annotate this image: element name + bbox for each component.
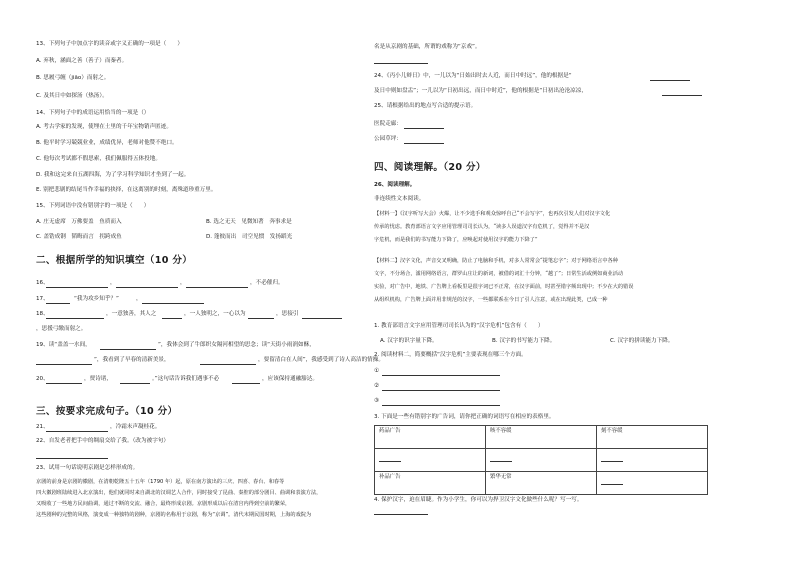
material-2-line-4: 从组织机构，广告牌上面并用非规范的汉字，一些都联系在今日了引人注意，或在出现此类，已成一种 [374,297,608,303]
q13-option-c: C. 及其日中如探汤（热汤）。 [36,93,108,99]
q18-text-3: ，思接引 [276,311,299,317]
table-cell[interactable] [597,449,708,472]
q19-text-3: ”，我看到了早春的清新美景， [94,357,170,363]
q14-option-d: D. 我和这完来自五湖四海，为了学习科学知识才坐到了一起。 [36,172,190,178]
q15-stem: 15、下列词语中没有错别字的一项是（ ） [36,203,150,209]
continued-answer-line[interactable] [374,63,428,64]
q16-text-2: ， [180,280,186,286]
q19-blank-1[interactable] [100,349,156,350]
continued-text: 名是从京剧的基础，所谓的戏称为“京戏”。 [374,44,481,50]
answer-marker-3: ③ [374,398,380,404]
reading-intro: 非连续性文本阅读。 [374,196,425,202]
answer-line-2[interactable] [382,390,500,391]
q14-stem: 14、下列句子中的成语运用恰当的一项是（） [36,110,150,116]
q20-text-2: 。”这句话告诉我们遇事不必 [152,376,220,382]
sub-question-3: 3. 下面是一些有错别字的广告词，请你把正确的词语写在相应的表格里。 [374,414,555,420]
q14-option-a: A. 考古学家的发现，使埋在土里的千年宝物销声匿迹。 [36,124,172,130]
answer-marker-2: ② [374,383,380,389]
q18-text-4: ，思援弓缴而射之。 [36,326,87,332]
q13-option-a: A. 弃秋，涵面之善（善子）而秦者。 [36,58,128,64]
q23-paragraph-line-2: 四大徽剧班陆续进入北京演出，他们就同时来自湖北的汉调艺人合作，同时接受了昆曲、秦腔的部分剧目、曲调和表演方法， [36,490,322,496]
q13-stem: 13、下列句子中加点字的读音或字义正确的一项是（ ） [36,41,183,47]
q16-text-1: ， [110,280,116,286]
q15-option-a: A. 庄无虚席 万佛要盖 鱼质而入 [36,219,122,225]
q20-blank-3[interactable] [232,383,260,384]
sub-question-4-answer-line[interactable] [374,514,428,515]
material-2-line-1: 【材料二】汉字文化，声音交叉明确，防止了电脑和手机，对多人常常会“提笔忘字”；对于网络语言中各种 [374,258,618,264]
q19-blank-3[interactable] [200,364,256,365]
q18-blank-3[interactable] [248,318,274,319]
q19-text-1: 19、读“盖盖一水间， [36,342,91,348]
q24-blank-1[interactable] [650,80,690,81]
q18-blank-2[interactable] [162,318,182,319]
q15-option-b: B. 选之无天 见微知著 奔事求是 [206,219,292,225]
left-column [36,0,396,562]
material-1-line-3: 字危机，而是我们的书写能力下降了，应唤起对使用汉字的能力下降了” [374,237,538,243]
sub-question-1-option-a: A. 汉字的识字量下降。 [380,338,438,344]
answer-line-1[interactable] [382,375,500,376]
q14-option-c: C. 他每次考试都不假思索，我们佩服得五体投地。 [36,156,161,162]
q20-blank-2[interactable] [120,383,150,384]
q17-text-2: ， [136,296,142,302]
q16-blank-3[interactable] [186,287,248,288]
q20-text-1: ，贾诗诸， [84,376,112,382]
ad-correction-table [374,425,708,495]
answer-marker-1: ① [374,368,380,374]
right-column [374,0,734,562]
q14-option-b: B. 他平时学习兢兢业业，成绩优异，老师对他赞不绝口。 [36,140,178,146]
sub-question-1-option-c: C. 汉字的拼读能力下降。 [610,338,674,344]
q20-label: 20、 [36,376,49,382]
park-answer-line[interactable] [404,143,444,144]
material-1-line-1: 【材料一】《汉字听写大会》火爆，让不少选手和观众惊呼自己“不会写字”，也再次引发人们对汉字文化 [374,211,611,217]
q24-blank-2[interactable] [662,95,702,96]
q23-paragraph-line-3: 又吸收了一些地方民间曲调，通过不断的交流、融合，最终形成京剧。京剧形成以后在清宫内得到空前的繁荣， [36,501,291,507]
table-cell[interactable] [486,449,597,472]
sub-question-1-option-b: B. 汉字的书写能力下降。 [492,338,556,344]
q17-label: 17、 [36,296,49,302]
table-cell: 刻不容缓 [597,426,708,449]
q18-text-2: ，一人独明之，一心以为 [184,311,246,317]
table-blank[interactable] [601,484,623,485]
table-row [375,449,708,472]
q15-option-d: D. 蓬彼而出 司空见惯 发扬蹈光 [206,234,293,240]
sub-question-2: 2. 阅读材料二，简要概括“汉字危机”主要表现在哪三个方面。 [374,352,527,358]
q19-text-4: ，要留清白在人间”，我感受到了诗人高洁的情操。 [258,357,384,363]
q22-text: 22、自发老者把手中的绸扇交给了我。（改为被字句） [36,438,169,444]
location-hospital: 医院走廊： [374,121,402,127]
table-cell[interactable] [375,449,486,472]
table-blank[interactable] [379,461,401,462]
table-cell: 繁华无常 [486,472,597,495]
table-cell: 咳不容缓 [486,426,597,449]
q16-blank-2[interactable] [116,287,178,288]
q24-text-1: 24、《丙小儿辩日》中，一儿以为“日始出时去人近，而日中时远”，他的根据是“ [374,73,572,79]
material-1-line-2: 传承的忧虑。教育部语言文字应用管理司司长认为，“读多人误道汉字有危机了，觉得并不是汉 [374,224,590,230]
q18-blank-1[interactable] [46,318,104,319]
q22-answer-line[interactable] [36,458,108,459]
material-2-line-2: 文字，不分场合，滥用网络语言，群罗山庄让的新词，被借的词汇十分钟，“越了”；日常生活或例如商业活动 [374,271,624,277]
q15-option-c: C. 盖锆成钢 韬晦而言 拐跨成鱼 [36,234,122,240]
q26-title: 26、阅读理解。 [374,182,416,188]
q18-label: 18、 [36,311,49,317]
q18-blank-4[interactable] [302,318,342,319]
sub-question-1: 1. 教育部语言文字应用管理司司长认为的“汉字危机”包含有（ ） [374,323,544,329]
q21-label: 21、 [36,424,49,430]
section-2-title: 二、根据所学的知识填空（10 分） [36,255,193,266]
q23-paragraph-line-1: 京剧的前身是京剧的徽剧，在清朝乾隆五十五年（1790 年）起，原在南方演出的三庆、四喜、春台、和春等 [36,479,285,485]
q21-blank[interactable] [46,431,108,432]
table-blank[interactable] [490,461,512,462]
q24-text-2: 及日中则如盘盂”；一儿以为“日初出远，而日中时近”，他的根据是“日初出沧沧凉凉， [374,88,587,94]
section-4-title: 四、阅读理解。（20 分） [374,162,486,173]
q16-blank-1[interactable] [46,287,108,288]
table-cell[interactable] [597,472,708,495]
hospital-answer-line[interactable] [404,128,444,129]
q14-option-e: E. 别把悲剧的结尾当作幸福的抉择，在这离别的时刻，离殊道珍重万里。 [36,187,217,193]
q23-paragraph-line-4: 这些剧种的完整的风格，演变成一种独特的剧种，京剧的名称用于京剧，称为“京调”。清代末期民国时期，上海的戏院为 [36,512,312,518]
table-blank[interactable] [601,461,623,462]
q23-text: 23、试用一句话说明京剧是怎样形成的。 [36,465,139,471]
q25-text: 25、请根据给出的地点写合适的提示语。 [374,103,477,109]
q13-option-b: B. 思履弓缠（jiāo）而射之。 [36,75,110,81]
table-cell: 补品广告 [375,472,486,495]
q21-text: ，冷霜未声凝桂花。 [110,424,161,430]
location-park: 公园草坪： [374,136,402,142]
q17-blank-2[interactable] [142,303,204,304]
sub-question-4: 4. 保护汉字，迫在眉睫。作为小学生，你可以为捍卫汉字文化做些什么呢？写一写。 [374,497,583,503]
answer-line-3[interactable] [382,405,500,406]
q17-text-1: “我为攻乡知乎？” [74,296,119,302]
material-2-line-3: 实验，对广告中，地铁、广告牌上看板里是很字词已不正常，在汉字面前，时甚至错字频出现中；不少在大的错误 [374,284,634,290]
table-row [375,426,708,449]
q19-text-2: ”，我体会到了牛郎织女隔河相望的思念；读“天街小雨润如酥， [158,342,315,348]
q20-blank-1[interactable] [46,383,82,384]
q19-blank-2[interactable] [36,364,92,365]
table-cell: 药品广告 [375,426,486,449]
section-3-title: 三、按要求完成句子。（10 分） [36,406,178,417]
q18-text-1: ，一意独善，其人之 [106,311,157,317]
q17-blank-1[interactable] [46,303,70,304]
table-row [375,472,708,495]
q20-text-3: ，应该保持通融豁达。 [262,376,318,382]
q16-label: 16、 [36,280,49,286]
q16-text-3: ，不必催归。 [250,280,284,286]
